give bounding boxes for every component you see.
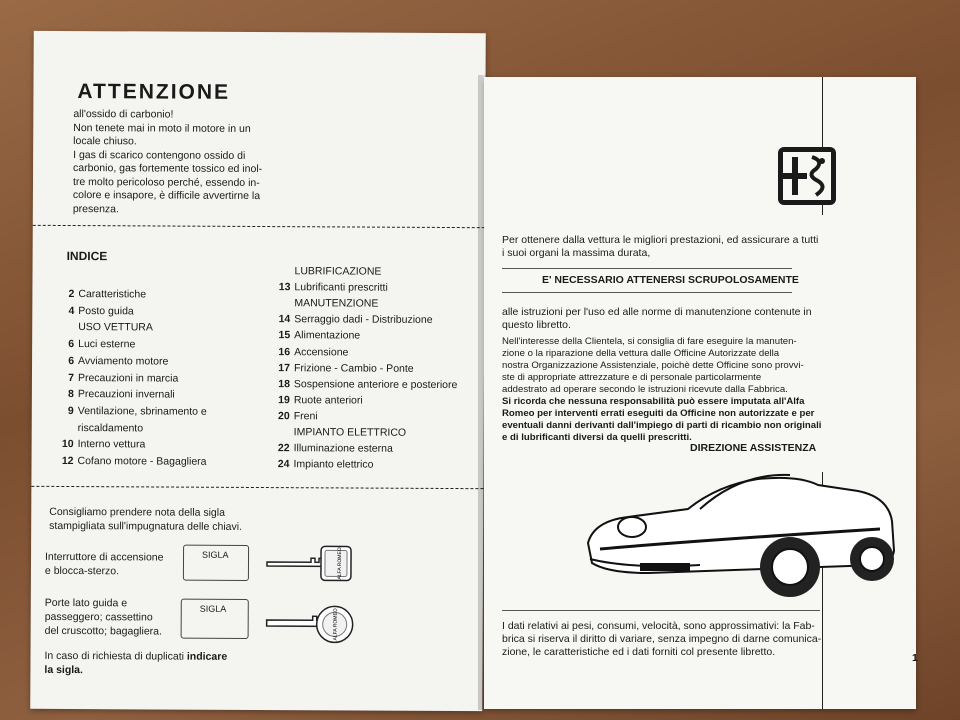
index-label: USO VETTURA bbox=[78, 321, 153, 334]
index-entry bbox=[272, 393, 363, 407]
index-entry bbox=[272, 328, 360, 342]
closing-note: In caso di richiesta di duplicati indicare bbox=[44, 649, 228, 663]
text-line: nostra Organizzazione Assistenziale, poichè dette Officine sono provvi- bbox=[502, 360, 804, 371]
index-label: Avviamento motore bbox=[78, 354, 169, 368]
index-label: Caratteristiche bbox=[78, 288, 147, 301]
index-page-number: 22 bbox=[277, 442, 290, 455]
index-entry bbox=[55, 454, 206, 469]
text-line: e di lubrificanti diversi da quelli prescritti. bbox=[502, 432, 692, 443]
index-entry bbox=[272, 264, 381, 279]
banner-bottom-rule bbox=[502, 292, 792, 293]
text-line: passeggero; cassettino bbox=[44, 610, 153, 624]
index-entry bbox=[271, 457, 373, 472]
banner-heading: E' NECESSARIO ATTENERSI SCRUPOLOSAMENTE bbox=[542, 274, 799, 286]
index-page-number: 16 bbox=[278, 345, 291, 358]
text-line: zione o la riparazione della vettura dalle Officine Autorizzate della bbox=[502, 348, 780, 359]
text-line: ste di appropriate attrezzature e di personale particolarmente bbox=[502, 372, 762, 383]
index-label: Sospensione anteriore e posteriore bbox=[293, 377, 458, 391]
index-entry bbox=[272, 441, 393, 456]
text-line: Interruttore di accensione bbox=[44, 550, 164, 564]
index-entry bbox=[272, 409, 318, 423]
text-line: eventuali danni derivanti dall'impiego di parti di ricambio non originali bbox=[502, 420, 822, 431]
index-entry bbox=[272, 280, 387, 295]
text-line: tre molto pericoloso perché, essendo in- bbox=[72, 175, 260, 189]
text-line: Si ricorda che nessuna responsabilità può essere imputata all'Alfa bbox=[502, 396, 805, 407]
index-entry bbox=[56, 304, 134, 318]
index-page-number: 17 bbox=[278, 361, 291, 374]
index-title: INDICE bbox=[66, 248, 108, 264]
index-label: IMPIANTO ELETTRICO bbox=[293, 426, 407, 439]
page-number: 1 bbox=[912, 652, 918, 664]
index-page-number: 24 bbox=[277, 458, 290, 471]
signature: DIREZIONE ASSISTENZA bbox=[690, 442, 817, 454]
footer-rule bbox=[502, 610, 820, 611]
index-entry bbox=[56, 404, 207, 419]
text-line: Nell'interesse della Clientela, si consiglia di fare eseguire la manuten- bbox=[502, 336, 797, 347]
index-page-number: 8 bbox=[68, 388, 74, 401]
ignition-key-icon bbox=[263, 540, 355, 586]
index-entry bbox=[56, 337, 135, 351]
sigla-box-2: SIGLA bbox=[181, 599, 249, 639]
index-label: LUBRIFICAZIONE bbox=[294, 265, 382, 278]
index-label: Interno vettura bbox=[77, 438, 146, 451]
index-entry bbox=[56, 287, 146, 301]
index-page-number: 19 bbox=[278, 393, 290, 406]
divider bbox=[33, 225, 485, 228]
text-line: e blocca-sterzo. bbox=[44, 564, 120, 578]
text-line: Porte lato guida e bbox=[44, 596, 128, 610]
text-line: Non tenete mai in moto il motore in un bbox=[73, 121, 251, 135]
index-label: Cofano motore - Bagagliera bbox=[77, 455, 207, 468]
index-entry bbox=[272, 312, 432, 327]
index-label: Ruote anteriori bbox=[293, 393, 363, 407]
index-entry bbox=[56, 421, 143, 435]
left-page bbox=[30, 31, 486, 711]
index-label: Frizione - Cambio - Ponte bbox=[293, 361, 414, 375]
closing-note-line2: la sigla. bbox=[44, 663, 83, 677]
index-page-number: 18 bbox=[278, 377, 290, 390]
index-label: Posto guida bbox=[78, 304, 134, 318]
index-label: Precauzioni in marcia bbox=[77, 371, 179, 385]
alfa-romeo-logo-icon bbox=[778, 147, 836, 205]
index-label: Alimentazione bbox=[294, 329, 361, 342]
index-page-number: 4 bbox=[68, 304, 75, 317]
svg-text:ALFA ROMEO: ALFA ROMEO bbox=[336, 547, 344, 580]
text-line: carbonio, gas fortemente tossico ed inol- bbox=[73, 162, 263, 176]
text-line: locale chiuso. bbox=[73, 135, 137, 148]
text-line: I dati relativi ai pesi, consumi, velocità, sono approssimativi: la Fab- bbox=[502, 620, 815, 632]
index-entry bbox=[56, 354, 168, 369]
index-page-number: 6 bbox=[68, 338, 75, 351]
index-entry bbox=[272, 296, 378, 311]
index-entry bbox=[272, 377, 458, 392]
text-line: zione, le caratteristiche ed i dati forniti col presente libretto. bbox=[502, 646, 776, 658]
index-label: Precauzioni invernali bbox=[77, 388, 175, 401]
text-line: Consigliamo prendere nota della sigla bbox=[49, 505, 225, 519]
index-entry bbox=[272, 425, 406, 440]
text-line: Per ottenere dalla vettura le migliori prestazioni, ed assicurare a tutti bbox=[502, 234, 819, 246]
index-entry bbox=[56, 387, 175, 402]
index-page-number: 20 bbox=[278, 409, 290, 423]
text-line: addestrato ad operare secondo le istruzioni ricevute dalla Fabbrica. bbox=[502, 384, 788, 395]
index-label: Serraggio dadi - Distribuzione bbox=[294, 313, 433, 327]
index-label: Impianto elettrico bbox=[293, 458, 374, 471]
index-entry bbox=[56, 370, 178, 385]
banner-top-rule bbox=[502, 268, 792, 269]
index-entry bbox=[272, 361, 414, 376]
index-label: MANUTENZIONE bbox=[294, 297, 379, 310]
text-line: I gas di scarico contengono ossido di bbox=[73, 148, 246, 162]
index-entry bbox=[272, 345, 348, 359]
index-page-number: 2 bbox=[68, 288, 75, 301]
car-illustration bbox=[580, 463, 900, 613]
text-line: questo libretto. bbox=[502, 319, 571, 331]
text-line: all'ossido di carbonio! bbox=[73, 108, 174, 121]
index-label: Accensione bbox=[294, 345, 349, 358]
index-label: Lubrificanti prescritti bbox=[294, 281, 388, 294]
text-line: del cruscotto; bagagliera. bbox=[44, 624, 162, 638]
index-page-number: 10 bbox=[61, 438, 74, 451]
index-entry bbox=[56, 437, 146, 451]
right-page bbox=[484, 77, 916, 709]
index-page-number: 13 bbox=[278, 281, 291, 294]
index-label: Illuminazione esterna bbox=[293, 442, 393, 455]
index-entry bbox=[56, 320, 153, 335]
text-line: brica si riserva il diritto di variare, senza impegno di darne comunica- bbox=[502, 633, 822, 645]
text-line: colore e insapore, è difficile avvertirne la bbox=[72, 189, 261, 203]
index-page-number: 7 bbox=[68, 371, 74, 384]
index-page-number: 14 bbox=[278, 313, 291, 326]
index-label: riscaldamento bbox=[77, 421, 144, 434]
index-page-number: 6 bbox=[68, 354, 75, 367]
index-label: Luci esterne bbox=[78, 338, 136, 351]
text-line: presenza. bbox=[72, 202, 120, 215]
door-key-icon bbox=[263, 600, 355, 648]
text-line: stampigliata sull'impugnatura delle chiavi. bbox=[49, 519, 243, 533]
index-page-number: 15 bbox=[278, 329, 291, 342]
text-line: Romeo per interventi errati eseguiti da Officine non autorizzate e per bbox=[502, 408, 815, 419]
text-line: alle istruzioni per l'uso ed alle norme di manutenzione contenute in bbox=[502, 306, 812, 318]
index-page-number: 12 bbox=[61, 454, 74, 468]
divider bbox=[31, 486, 483, 489]
index-page-number: 9 bbox=[67, 404, 74, 417]
index-label: Freni bbox=[293, 410, 318, 423]
svg-text:ALFA ROMEO: ALFA ROMEO bbox=[332, 608, 339, 641]
sigla-box-1: SIGLA bbox=[183, 545, 249, 581]
page-title: ATTENZIONE bbox=[77, 80, 231, 104]
index-label: Ventilazione, sbrinamento e bbox=[77, 404, 207, 418]
text-line: i suoi organi la massima durata, bbox=[502, 247, 651, 259]
